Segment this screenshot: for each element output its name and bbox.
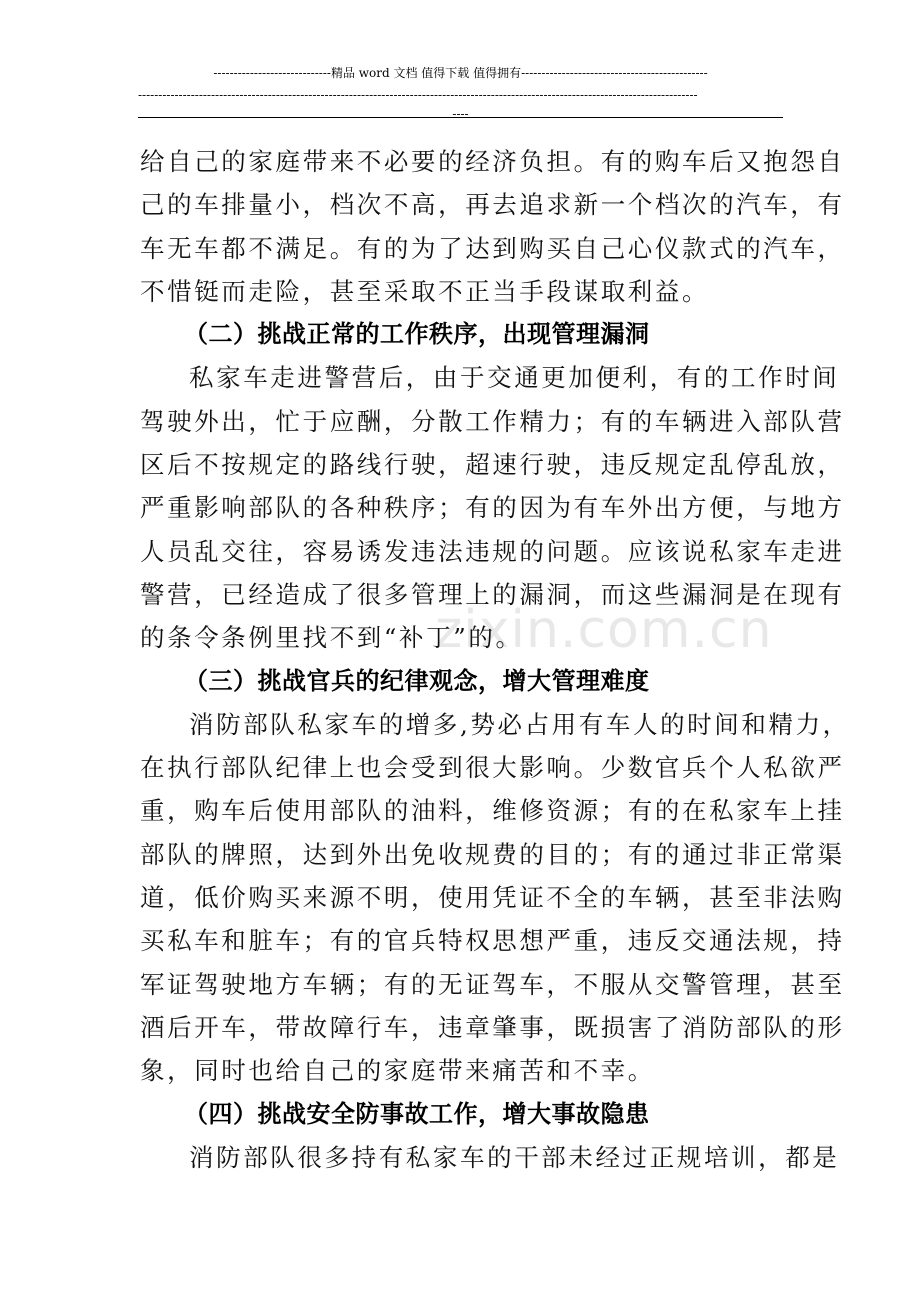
body-line: 不惜铤而走险，甚至采取不正当手段谋取利益。 — [140, 276, 710, 306]
page-header — [138, 62, 783, 122]
body-line: 买私车和脏车；有的官兵特权思想严重，违反交通法规，持 — [140, 926, 845, 956]
body-line: 严重影响部队的各种秩序；有的因为有车外出方便，与地方 — [140, 493, 845, 523]
body-line: 己的车排量小，档次不高，再去追求新一个档次的汽车，有 — [140, 190, 845, 220]
body-line: 部队的牌照，达到外出免收规费的目的；有的通过非正常渠 — [140, 839, 845, 869]
body-line: 消防部队私家车的增多,势必占用有车人的时间和精力， — [189, 709, 850, 739]
section-heading-4: （四）挑战安全防事故工作，增大事故隐患 — [184, 1099, 650, 1128]
body-line: 车无车都不满足。有的为了达到购买自己心仪款式的汽车， — [140, 233, 845, 263]
body-line: 给自己的家庭带来不必要的经济负担。有的购车后又抱怨自 — [140, 147, 845, 176]
body-line: 人员乱交往，容易诱发违法违规的问题。应该说私家车走进 — [140, 536, 845, 566]
body-line: 军证驾驶地方车辆；有的无证驾车，不服从交警管理，甚至 — [140, 969, 845, 999]
body-line: 消防部队很多持有私家车的干部未经过正规培训，都是 — [189, 1142, 840, 1172]
watermark: zixin.com.cn — [435, 600, 773, 660]
document-body — [140, 140, 850, 1179]
body-line: 象，同时也给自己的家庭带来痛苦和不幸。 — [140, 1056, 655, 1086]
header-banner-text: -----------------------------精品 word 文档 值得下载 值得拥有---------------------------------------------- — [213, 66, 708, 80]
header-dash-line: ------------------------------------------------------------------------------------------------------------------------------------------ — [138, 88, 698, 102]
body-line: 警营，已经造成了很多管理上的漏洞，而这些漏洞是在现有 — [140, 579, 845, 609]
body-line: 在执行部队纪律上也会受到很大影响。少数官兵个人私欲严 — [140, 753, 845, 783]
body-line: 道，低价购买来源不明，使用凭证不全的车辆，甚至非法购 — [140, 883, 845, 913]
section-heading-2: （二）挑战正常的工作秩序，出现管理漏洞 — [184, 320, 650, 349]
body-line: 驾驶外出，忙于应酬，分散工作精力；有的车辆进入部队营 — [140, 406, 845, 436]
body-line: 的条令条例里找不到“补丁”的。 — [140, 623, 523, 653]
section-heading-3: （三）挑战官兵的纪律观念，增大管理难度 — [184, 666, 650, 695]
header-dash-tail: ---- — [452, 107, 469, 121]
body-line: 重，购车后使用部队的油料，维修资源；有的在私家车上挂 — [140, 796, 845, 826]
body-line: 酒后开车，带故障行车，违章肇事，既损害了消防部队的形 — [140, 1012, 845, 1042]
header-rule — [138, 117, 783, 118]
body-line: 私家车走进警营后，由于交通更加便利，有的工作时间 — [189, 363, 840, 393]
body-line: 区后不按规定的路线行驶，超速行驶，违反规定乱停乱放， — [140, 450, 845, 480]
